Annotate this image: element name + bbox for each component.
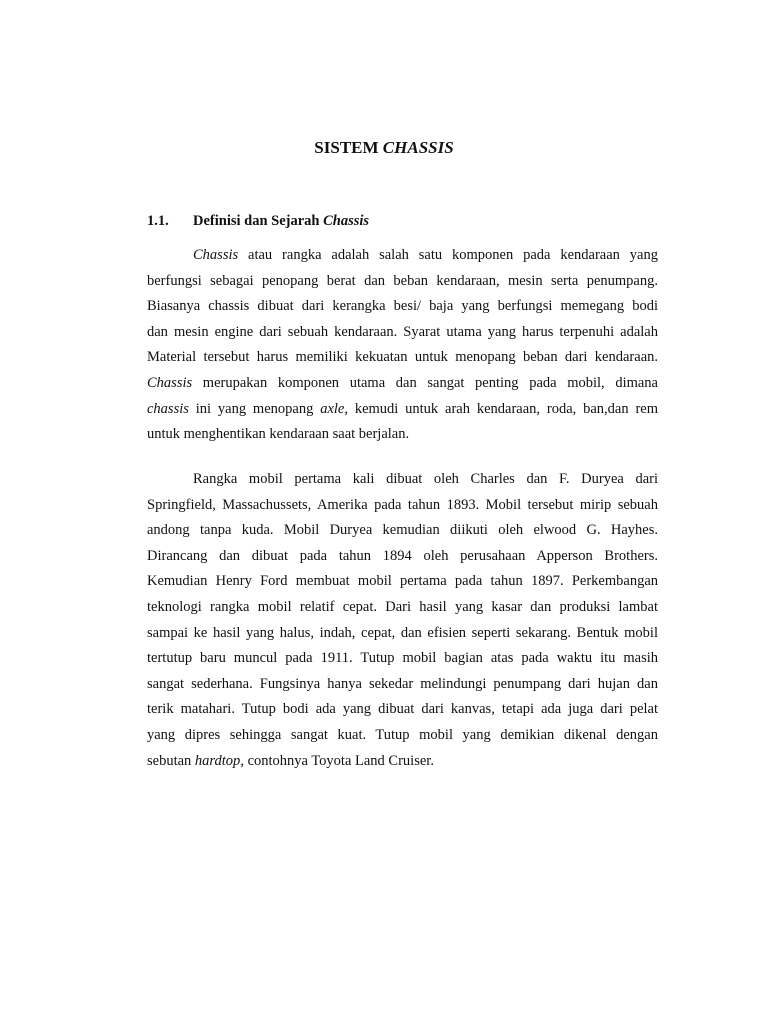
term-hardtop: hardtop [194, 752, 241, 769]
paragraph-line: sangat sederhana. Fungsinya hanya sekedar melindungi penumpang dari hujan dan [147, 675, 658, 692]
paragraph-line: andong tanpa kuda. Mobil Duryea kemudian diikuti oleh elwood G. Hayhes. [147, 522, 658, 539]
section-number: 1.1. [147, 213, 169, 229]
paragraph-line [147, 371, 658, 397]
paragraph-line [147, 749, 658, 775]
paragraph-line: tertutup baru muncul pada 1911. Tutup mobil bagian atas pada waktu itu masih [147, 650, 658, 667]
term-chassis: chassis [147, 400, 189, 417]
paragraph-line [147, 243, 658, 269]
paragraph-line: Springfield, Massachussets, Amerika pada tahun 1893. Mobil tersebut mirip sebuah [147, 496, 658, 513]
paragraph-2 [147, 467, 658, 774]
line-text: atau rangka adalah salah satu komponen pada kendaraan yang [238, 247, 658, 263]
paragraph-line: terik matahari. Tutup bodi ada yang dibuat dari kanvas, tetapi ada juga dari pelat [147, 701, 658, 718]
page-title [0, 136, 768, 160]
paragraph-line: Material tersebut harus memiliki kekuatan untuk menopang beban dari kendaraan. [147, 349, 658, 366]
paragraph-line: Rangka mobil pertama kali dibuat oleh Charles dan F. Duryea dari [193, 471, 658, 487]
term-axle: axle [320, 400, 345, 417]
paragraph-line [147, 397, 658, 423]
line-text: merupakan komponen utama dan sangat penting pada mobil, dimana [192, 374, 658, 391]
paragraph-1 [147, 243, 658, 448]
section-heading [147, 210, 369, 232]
term-chassis: Chassis [193, 247, 239, 263]
section-heading-plain: Definisi dan Sejarah [193, 213, 324, 229]
line-text: , kemudi untuk arah kendaraan, roda, ban,dan rem [344, 400, 658, 417]
paragraph-line: teknologi rangka mobil relatif cepat. Dari hasil yang kasar dan produksi lambat [147, 598, 658, 615]
title-plain: SISTEM [314, 138, 383, 157]
section-heading-italic: Chassis [323, 213, 370, 229]
line-text: ini yang menopang [188, 400, 321, 417]
term-chassis: Chassis [147, 374, 193, 391]
paragraph-line: untuk menghentikan kendaraan saat berjalan. [147, 426, 410, 443]
line-text: sebutan [147, 752, 195, 769]
paragraph-line: yang dipres sehingga sangat kuat. Tutup mobil yang demikian dikenal dengan [147, 726, 658, 743]
line-text: , contohnya Toyota Land Cruiser. [240, 752, 434, 769]
paragraph-line: berfungsi sebagai penopang berat dan beban kendaraan, mesin serta penumpang. [147, 272, 658, 289]
title-italic: CHASSIS [382, 138, 454, 157]
paragraph-line: sampai ke hasil yang halus, indah, cepat, dan efisien seperti sekarang. Bentuk mobil [147, 624, 658, 641]
paragraph-line: Kemudian Henry Ford membuat mobil pertama pada tahun 1897. Perkembangan [147, 573, 658, 590]
paragraph-line: Biasanya chassis dibuat dari kerangka besi/ baja yang berfungsi memegang bodi [147, 298, 658, 315]
paragraph-line: Dirancang dan dibuat pada tahun 1894 oleh perusahaan Apperson Brothers. [147, 547, 658, 564]
paragraph-line: dan mesin engine dari sebuah kendaraan. Syarat utama yang harus terpenuhi adalah [147, 323, 658, 340]
